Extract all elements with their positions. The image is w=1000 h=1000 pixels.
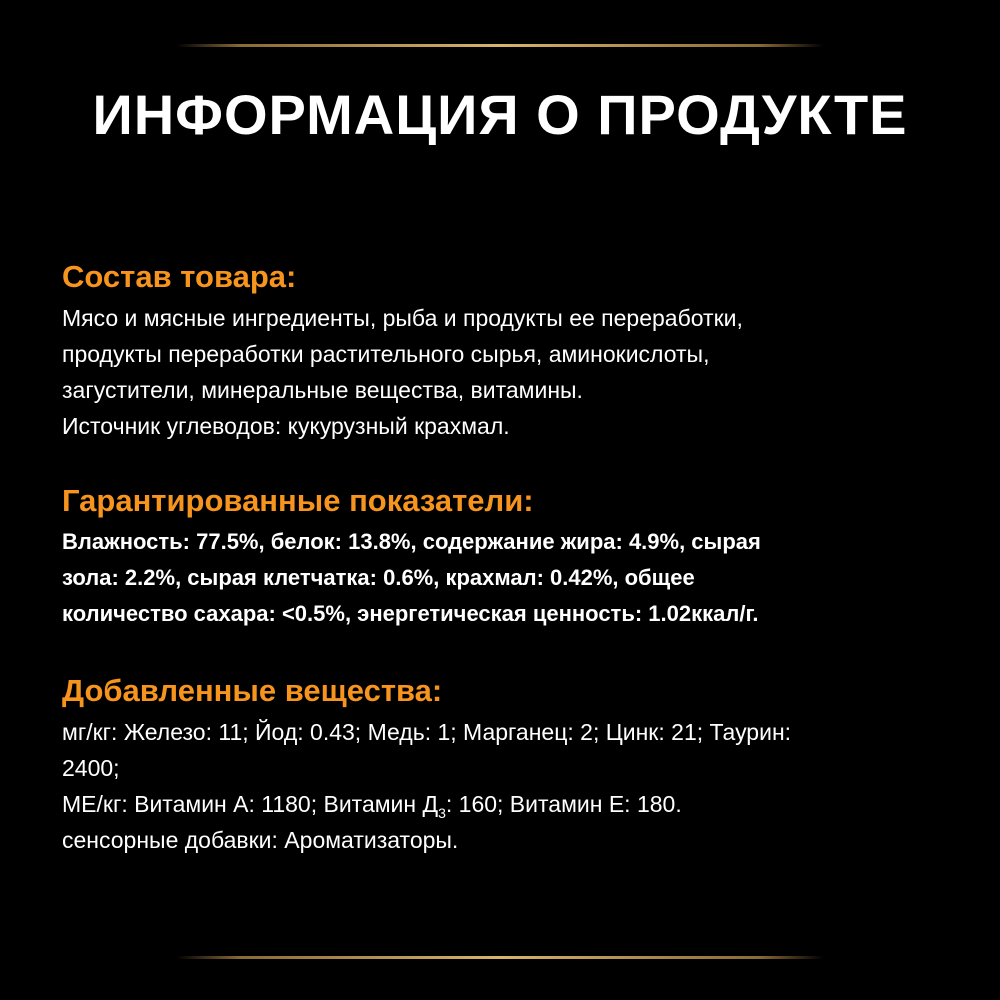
added-line-me-prefix: МЕ/кг: Витамин А: 1180; Витамин Д: [62, 791, 439, 817]
composition-heading: Состав товара:: [62, 259, 297, 294]
guaranteed-heading: Гарантированные показатели:: [62, 483, 534, 518]
added-section: [62, 672, 942, 858]
added-line-me: [62, 786, 942, 822]
added-line-mg-cont: 2400;: [62, 755, 120, 781]
guaranteed-line: Влажность: 77.5%, белок: 13.8%, содержание жира: 4.9%, сырая: [62, 529, 761, 554]
bottom-divider: [176, 956, 824, 959]
composition-body: [62, 300, 942, 444]
guaranteed-line: количество сахара: <0.5%, энергетическая ценность: 1.02ккал/г.: [62, 601, 759, 626]
guaranteed-body: [62, 524, 942, 632]
added-line-sensory: сенсорные добавки: Ароматизаторы.: [62, 827, 459, 853]
added-line-mg: мг/кг: Железо: 11; Йод: 0.43; Медь: 1; Марганец: 2; Цинк: 21; Таурин:: [62, 719, 792, 745]
composition-section: [62, 258, 942, 444]
added-heading: Добавленные вещества:: [62, 673, 443, 708]
page-title: ИНФОРМАЦИЯ О ПРОДУКТЕ: [92, 83, 908, 146]
composition-line: Источник углеводов: кукурузный крахмал.: [62, 413, 510, 439]
added-body: [62, 714, 942, 858]
composition-line: загустители, минеральные вещества, витамины.: [62, 377, 583, 403]
top-divider: [176, 44, 824, 47]
vitamin-d-subscript: 3: [438, 805, 446, 821]
guaranteed-line: зола: 2.2%, сырая клетчатка: 0.6%, крахмал: 0.42%, общее: [62, 565, 695, 590]
composition-line: продукты переработки растительного сырья, аминокислоты,: [62, 341, 710, 367]
guaranteed-section: [62, 482, 942, 632]
added-line-me-suffix: : 160; Витамин Е: 180.: [445, 791, 682, 817]
composition-line: Мясо и мясные ингредиенты, рыба и продукты ее переработки,: [62, 305, 743, 331]
